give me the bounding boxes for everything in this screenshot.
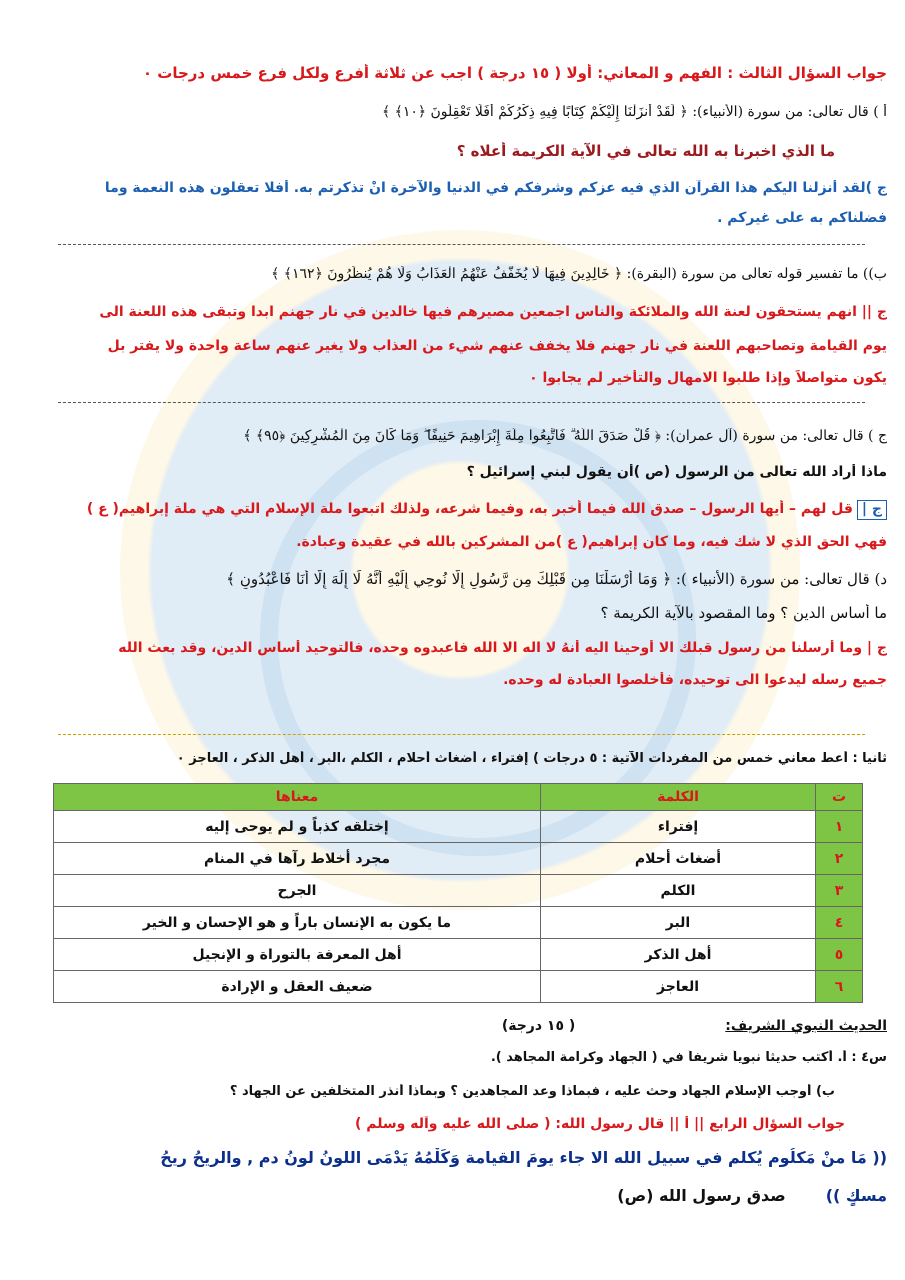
- answer-b-line1: ج || انهم يستحقون لعنة الله والملائكة والناس اجمعين مصيرهم فيها خالدين في نار جهنم ابدا وتبقى هذه اللعنة الى: [99, 304, 887, 320]
- question-d: [12, 570, 887, 589]
- divider-yellow: [58, 734, 865, 735]
- section-two-title: ثانيا : أعط معاني خمس من المفردات الآتية : ٥ درجات ) إفتراء ، أضغاث أحلام ، الكلم ،البر ، أهل الذكر ، العاجز ٠: [176, 751, 887, 766]
- table-row: [54, 843, 863, 875]
- row-number: ٥: [816, 939, 863, 971]
- question-a-prompt: ما الذي اخبرنا به الله تعالى في الآية الكريمة أعلاه ؟: [456, 142, 835, 160]
- question-a: [12, 104, 887, 122]
- question-c-text: ج ) قال تعالى: من سورة (آل عمران): ﴿ قُلْ صَدَقَ اللَّهُ ۗ فَاتَّبِعُوا مِلَّةَ إِبْرَاهِيمَ حَنِيفًا ۖ وَمَا كَانَ مِنَ الْمُشْرِكِينَ ﴿٩٥﴾ ﴾: [243, 428, 887, 444]
- table-row: [54, 971, 863, 1003]
- row-number: ٤: [816, 907, 863, 939]
- question-d-prompt: ما أساس الدين ؟ وما المقصود بالآية الكريمة ؟: [600, 604, 887, 622]
- table-header-row: [54, 784, 863, 811]
- row-meaning: أهل المعرفة بالتوراة و الإنجيل: [54, 939, 541, 971]
- question-b: [12, 266, 887, 284]
- answer-c-tag: ج |: [857, 500, 887, 520]
- table-row: [54, 907, 863, 939]
- hadith-closing: صدق رسول الله (ص): [617, 1186, 786, 1205]
- answer-c-line1: [12, 500, 887, 520]
- header-num: ت: [816, 784, 863, 811]
- row-word: العاجز: [541, 971, 816, 1003]
- row-word: الكلم: [541, 875, 816, 907]
- table-row: [54, 811, 863, 843]
- divider: [58, 402, 865, 403]
- answer-4-heading: جواب السؤال الرابع || أ || قال رسول الله: ( صلى الله عليه وآله وسلم ): [354, 1116, 845, 1132]
- answer-a-line2: فضلناكم به على غيركم .: [717, 210, 887, 226]
- answer-d-line1: ج | وما أرسلنا من رسول قبلك الا أوحينا اليه أنهُ لا اله الا الله فاعبدوه وحده، فالتوحيد أساس الدين، وقد بعث الله: [118, 640, 887, 656]
- answer-d-line2: جميع رسله ليدعوا الى توحيده، فأخلصوا العبادة له وحده.: [503, 672, 887, 688]
- question-b-text: ب)) ما تفسير قوله تعالى من سورة (البقرة): ﴿ خَالِدِينَ فِيهَا لَا يُخَفَّفُ عَنْهُمُ الْعَذَابُ وَلَا هُمْ يُنظَرُونَ ﴿١٦٢﴾ ﴾: [271, 266, 887, 282]
- row-meaning: ضعيف العقل و الإرادة: [54, 971, 541, 1003]
- question-a-text: أ ) قال تعالى: من سورة (الأنبياء): ﴿ لَقَدْ أَنزَلْنَا إِلَيْكُمْ كِتَابًا فِيهِ ذِكْرُكُمْ أَفَلَا تَعْقِلُونَ ﴿١٠﴾ ﴾: [381, 104, 887, 120]
- row-meaning: مجرد أخلاط رآها في المنام: [54, 843, 541, 875]
- hadith-line2-text: مسكٍ )): [825, 1186, 887, 1205]
- answer-b-line2: يوم القيامة وتصاحبهم اللعنة في نار جهنم فلا يخفف عنهم شيء من العذاب ولا يغير عنهم ساعة واحدة ولا يفتر بل: [107, 338, 887, 354]
- row-number: ١: [816, 811, 863, 843]
- question-4a: س٤ : أ. أكتب حديثا نبوياً شريفاً في ( الجهاد وكرامة المجاهد ).: [490, 1050, 887, 1065]
- row-meaning: ما يكون به الإنسان باراً و هو الإحسان و الخير: [54, 907, 541, 939]
- answer-b-line3: يكون متواصلاً وإذا طلبوا الامهال والتأخير لم يجابوا ٠: [529, 370, 887, 386]
- answer-c-line2: فهي الحق الذي لا شك فيه، وما كان إبراهيم( ع )من المشركين بالله في عقيدة وعبادة.: [296, 534, 887, 550]
- answer-c-line1-text: قل لهم – أيها الرسول – صدق الله فيما أخبر به، وفيما شرعه، ولذلك اتبعوا ملة الإسلام التي هي ملة إبراهيم( ع ): [86, 501, 853, 517]
- hadith-line1: (( مَا منْ مَكلُوم يُكلم في سبيل الله الا جاء يومَ القيامة وَكَلْمُهُ يَدْمَى اللونُ لونُ دمٍ , والريحُ ريحُ: [160, 1148, 887, 1167]
- row-number: ٦: [816, 971, 863, 1003]
- question-c-prompt: ماذا أراد الله تعالى من الرسول (ص )أن يقول لبني إسرائيل ؟: [466, 464, 887, 480]
- hadith-marks: ( ١٥ درجة): [501, 1018, 576, 1034]
- header-meaning: معناها: [54, 784, 541, 811]
- row-number: ٢: [816, 843, 863, 875]
- table-row: [54, 875, 863, 907]
- hadith-section: [12, 1018, 887, 1036]
- question-c: [12, 428, 887, 446]
- question-d-text: د) قال تعالى: من سورة (الأنبياء ): ﴿ وَمَا أَرْسَلْنَا مِن قَبْلِكَ مِن رَّسُولٍ إِلَّا نُوحِي إِلَيْهِ أَنَّهُ لَا إِلَهَ إِلَّا أَنَا فَاعْبُدُونِ ﴾: [226, 570, 887, 588]
- hadith-title: الحديث النبوي الشريف:: [725, 1018, 887, 1034]
- answer-a-line1: ج )لقد أنزلنا اليكم هذا القرآن الذي فيه عزكم وشرفكم في الدنيا والآخرة انْ تذكرتم به. أفلا تعقلون هذه النعمة وما: [104, 180, 887, 196]
- row-meaning: الجرح: [54, 875, 541, 907]
- row-word: أهل الذكر: [541, 939, 816, 971]
- section-three-title: جواب السؤال الثالث : الفهم و المعاني: أولا ( ١٥ درجة ) اجب عن ثلاثة أفرع ولكل فرع خمس درجات ٠: [142, 64, 887, 82]
- header-word: الكلمة: [541, 784, 816, 811]
- vocabulary-table: [53, 783, 863, 1003]
- row-word: البر: [541, 907, 816, 939]
- row-number: ٣: [816, 875, 863, 907]
- divider: [58, 244, 865, 245]
- table-row: [54, 939, 863, 971]
- row-meaning: إختلقه كذباً و لم يوحى إليه: [54, 811, 541, 843]
- question-4b: ب) أوجب الإسلام الجهاد وحث عليه ، فبماذا وعد المجاهدين ؟ وبماذا أنذر المتخلفين عن الجهاد ؟: [229, 1084, 835, 1099]
- row-word: إفتراء: [541, 811, 816, 843]
- hadith-line2: [12, 1186, 887, 1206]
- row-word: أضغاث أحلام: [541, 843, 816, 875]
